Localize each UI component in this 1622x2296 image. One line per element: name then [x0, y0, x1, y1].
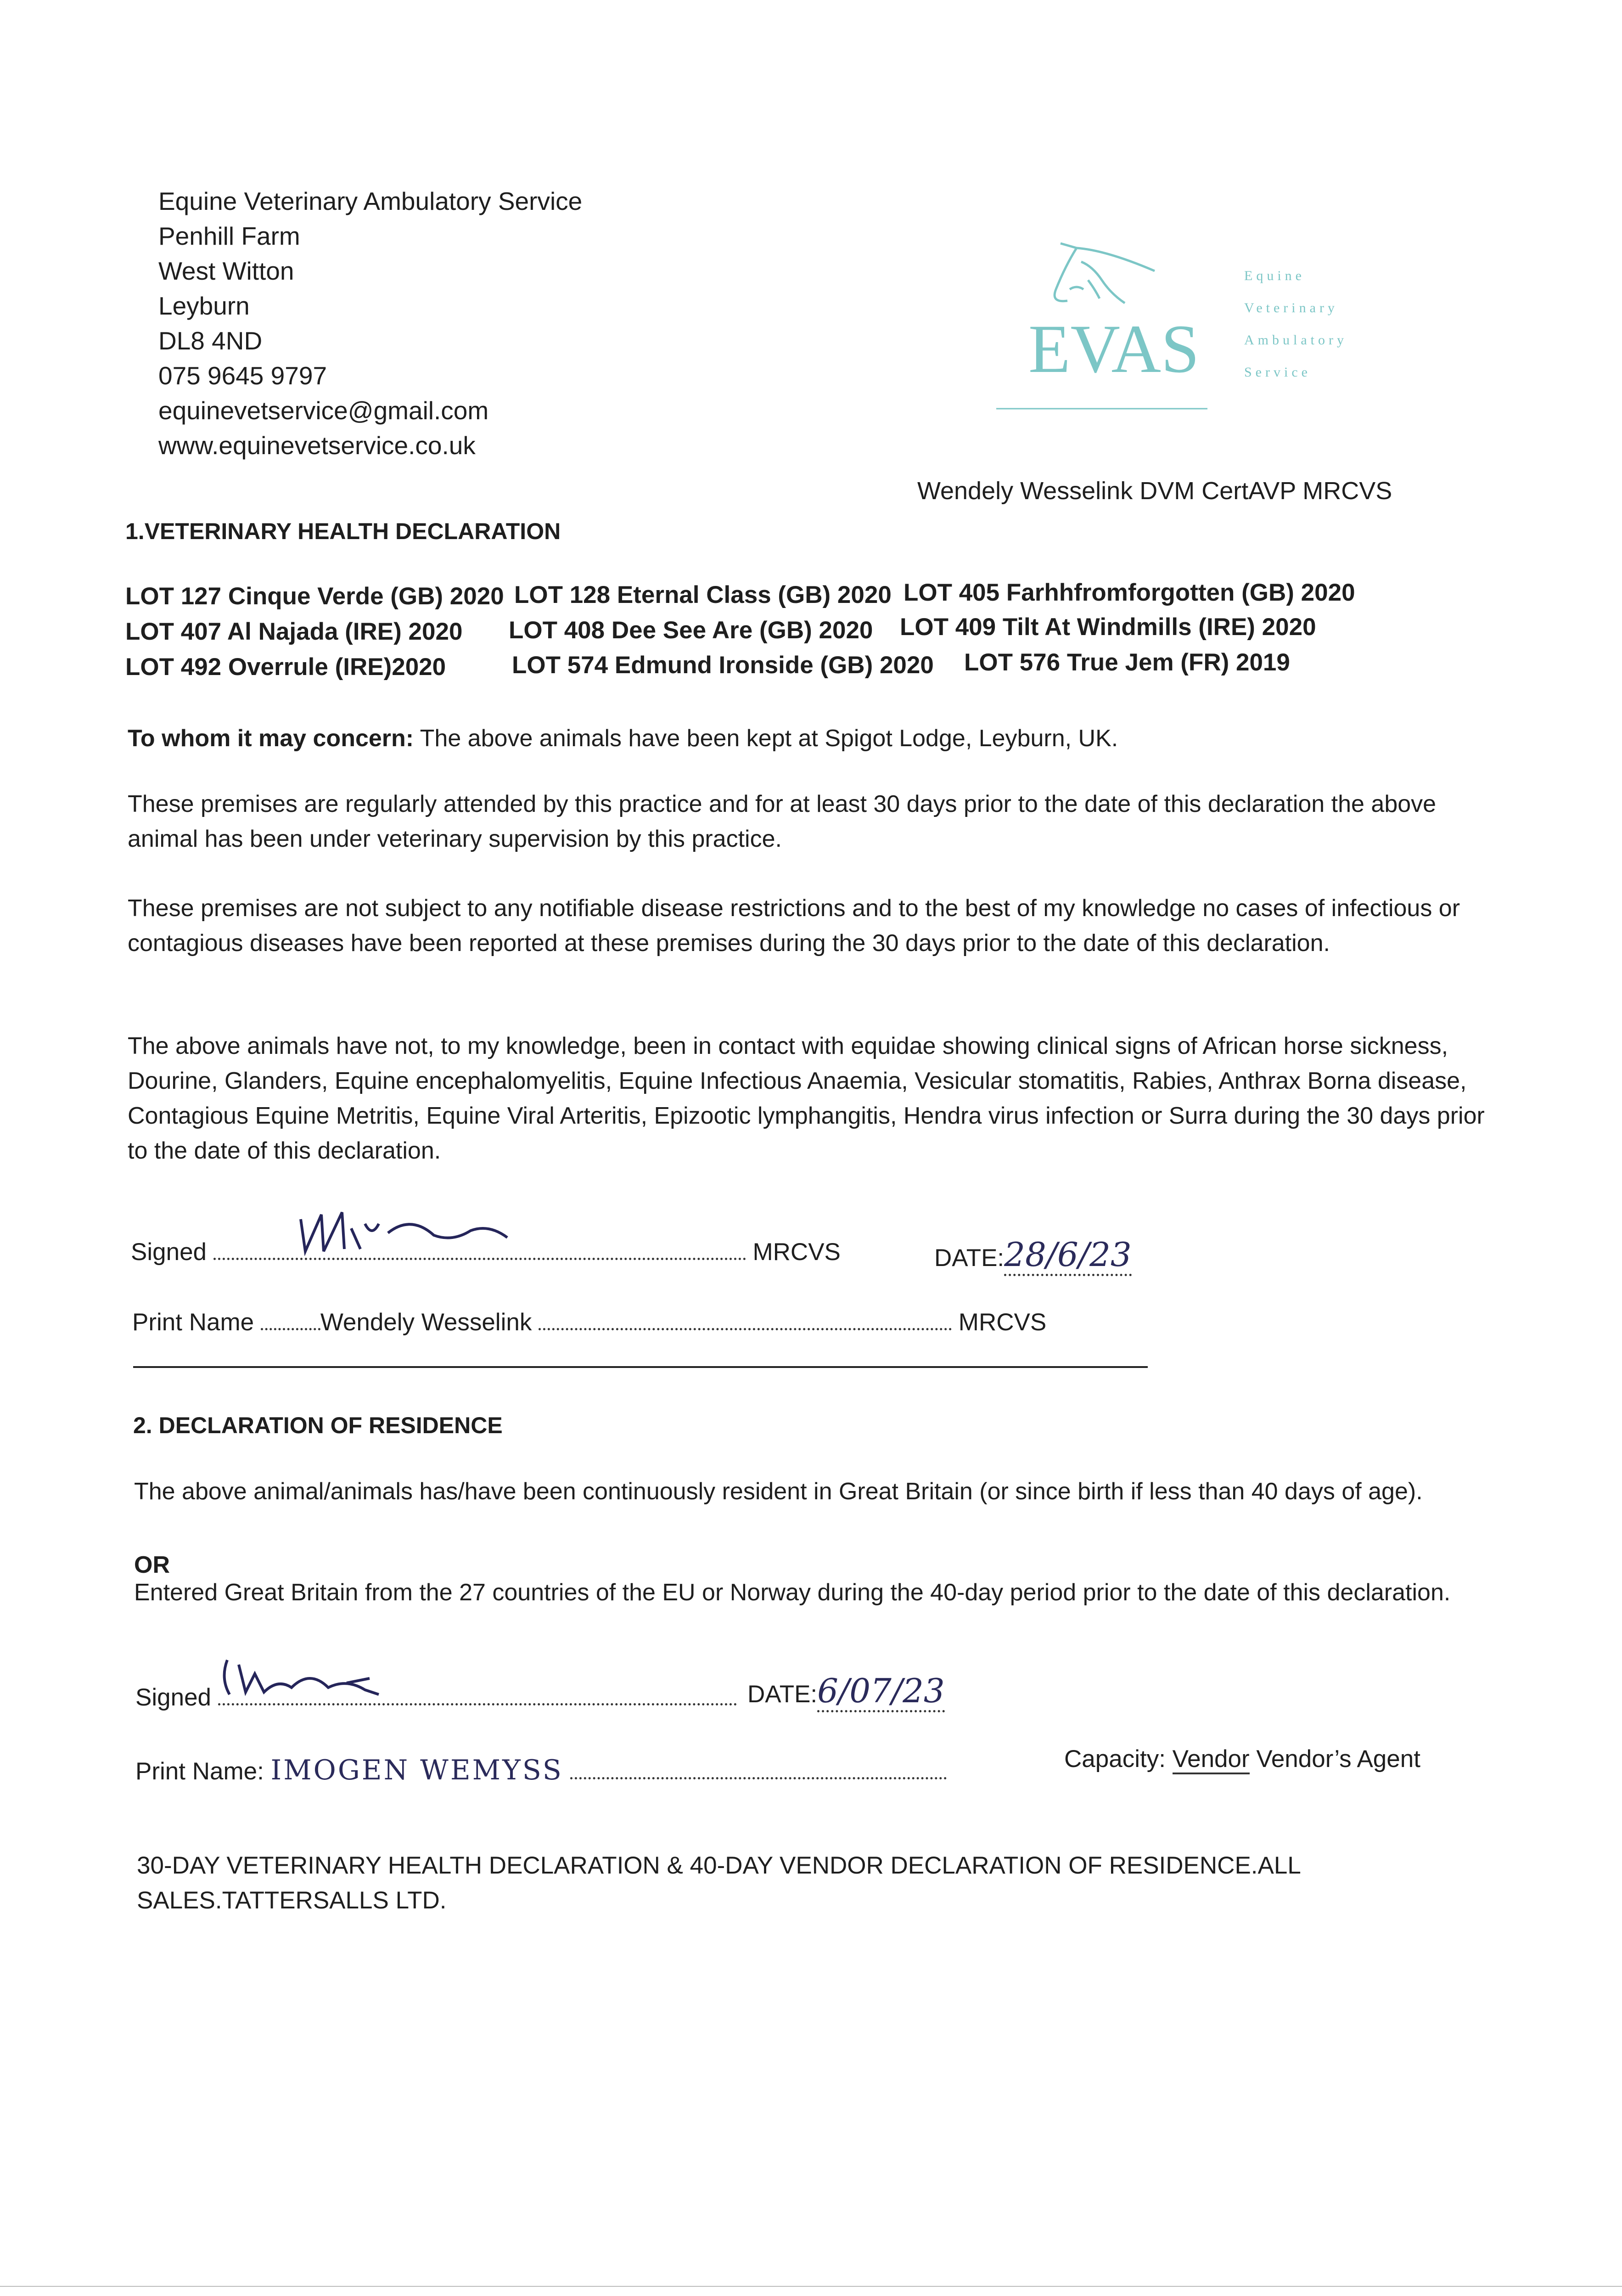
vendor-signature [218, 1683, 737, 1705]
lot-entry: LOT 127 Cinque Verde (GB) 2020 [125, 583, 504, 610]
signed-label: Signed [131, 1238, 207, 1266]
or-label: OR [134, 1552, 170, 1578]
page-bottom-edge [0, 2286, 1622, 2287]
print-value: Wendely Wesselink [320, 1309, 532, 1336]
vendor-print-row [135, 1754, 947, 1786]
lot-entry: LOT 407 Al Najada (IRE) 2020 [125, 618, 463, 645]
section1-heading: 1.VETERINARY HEALTH DECLARATION [125, 518, 561, 544]
vet-print-row [132, 1308, 1046, 1336]
lot-entry: LOT 409 Tilt At Windmills (IRE) 2020 [900, 613, 1316, 641]
logo-side-text: Ambulatory [1244, 332, 1347, 348]
disease-restrictions-paragraph: These premises are not subject to any notifiable disease restrictions and to the best of my knowledge no cases of infectious or contagious diseases have been reported at these premises during the 30 days prior to the date of this declaration. [128, 895, 1460, 957]
footer-text: 30-DAY VETERINARY HEALTH DECLARATION & 40-DAY VENDOR DECLARATION OF RESIDENCE.ALL SALES.TATTERSALLS LTD. [137, 1852, 1300, 1914]
print-label: Print Name: [135, 1758, 264, 1785]
address-line: Leyburn [158, 292, 250, 320]
vendor-date-row [747, 1671, 945, 1710]
capacity-row [1064, 1745, 1420, 1773]
dotted-leader [261, 1308, 320, 1330]
vet-signed-row [131, 1238, 841, 1266]
lot-entry: LOT 492 Overrule (IRE)2020 [125, 653, 446, 681]
dotted-leader [570, 1757, 947, 1779]
lot-entry: LOT 128 Eternal Class (GB) 2020 [514, 581, 892, 608]
residence-paragraph: The above animal/animals has/have been continuously resident in Great Britain (or since birth if less than 40 days of age). [134, 1478, 1423, 1505]
section-divider [133, 1366, 1148, 1368]
capacity-label: Capacity: [1064, 1745, 1166, 1773]
print-label: Print Name [132, 1309, 254, 1336]
capacity-vendor: Vendor [1173, 1745, 1250, 1774]
address-line: West Witton [158, 257, 294, 285]
address-line: Equine Veterinary Ambulatory Service [158, 187, 583, 215]
vet-name: Wendely Wesselink DVM CertAVP MRCVS [917, 477, 1392, 505]
concern-paragraph [128, 721, 1487, 756]
capacity-agent: Vendor’s Agent [1256, 1745, 1420, 1773]
signed-label: Signed [135, 1684, 212, 1711]
handwritten-signature-icon [218, 1651, 737, 1701]
handwritten-signature-icon [213, 1205, 746, 1256]
logo-side-text: Service [1244, 365, 1311, 380]
logo-side-text: Veterinary [1244, 300, 1338, 315]
practice-address [158, 184, 582, 463]
address-line: DL8 4ND [158, 326, 263, 355]
address-line: Penhill Farm [158, 222, 300, 250]
section2-heading: 2. DECLARATION OF RESIDENCE [133, 1412, 503, 1438]
horse-head-icon [996, 234, 1373, 427]
lot-entry: LOT 574 Edmund Ironside (GB) 2020 [512, 652, 934, 679]
vendor-signed-row [135, 1683, 737, 1711]
lot-entry: LOT 408 Dee See Are (GB) 2020 [509, 617, 873, 644]
vet-signature [213, 1238, 746, 1260]
supervision-paragraph: These premises are regularly attended by this practice and for at least 30 days prior to the date of this declaration the above animal has been under veterinary supervision by this practice. [128, 791, 1437, 852]
logo-side-text: Equine [1244, 268, 1305, 283]
contact-paragraph: The above animals have not, to my knowledge, been in contact with equidae showing clinical signs of African horse sickness, Dourine, Glanders, Equine encephalomyelitis, Equine Infectious Anaemia, Vesicular stomatitis, Rabies, Anthrax Borna disease, Contagious Equine Metritis, Equine Viral Arteritis, Epizootic lymphangitis, Hendra virus infection or Surra during the 30 days prior to the date of this declaration. [128, 1033, 1485, 1164]
date-value: 6/07/23 [817, 1671, 945, 1712]
address-line: 075 9645 9797 [158, 361, 327, 390]
signed-suffix: MRCVS [752, 1238, 841, 1266]
lot-entry: LOT 405 Farhhfromforgotten (GB) 2020 [904, 579, 1355, 606]
concern-text: The above animals have been kept at Spigot Lodge, Leyburn, UK. [414, 725, 1118, 752]
evas-logo [996, 234, 1373, 427]
date-label: DATE: [934, 1244, 1005, 1272]
print-value: IMOGEN WEMYSS [270, 1754, 563, 1786]
print-suffix: MRCVS [958, 1309, 1047, 1336]
dotted-leader [539, 1308, 952, 1330]
vet-date-row [934, 1235, 1132, 1274]
date-value: 28/6/23 [1004, 1235, 1132, 1276]
email-link: equinevetservice@gmail.com [158, 396, 489, 425]
website-link: www.equinevetservice.co.uk [158, 431, 476, 460]
lot-entry: LOT 576 True Jem (FR) 2019 [964, 649, 1290, 676]
logo-acronym: EVAS [1028, 311, 1200, 387]
entered-paragraph: Entered Great Britain from the 27 countries of the EU or Norway during the 40-day period prior to the date of this declaration. [134, 1579, 1451, 1606]
concern-label: To whom it may concern: [128, 725, 414, 752]
date-label: DATE: [747, 1681, 818, 1708]
